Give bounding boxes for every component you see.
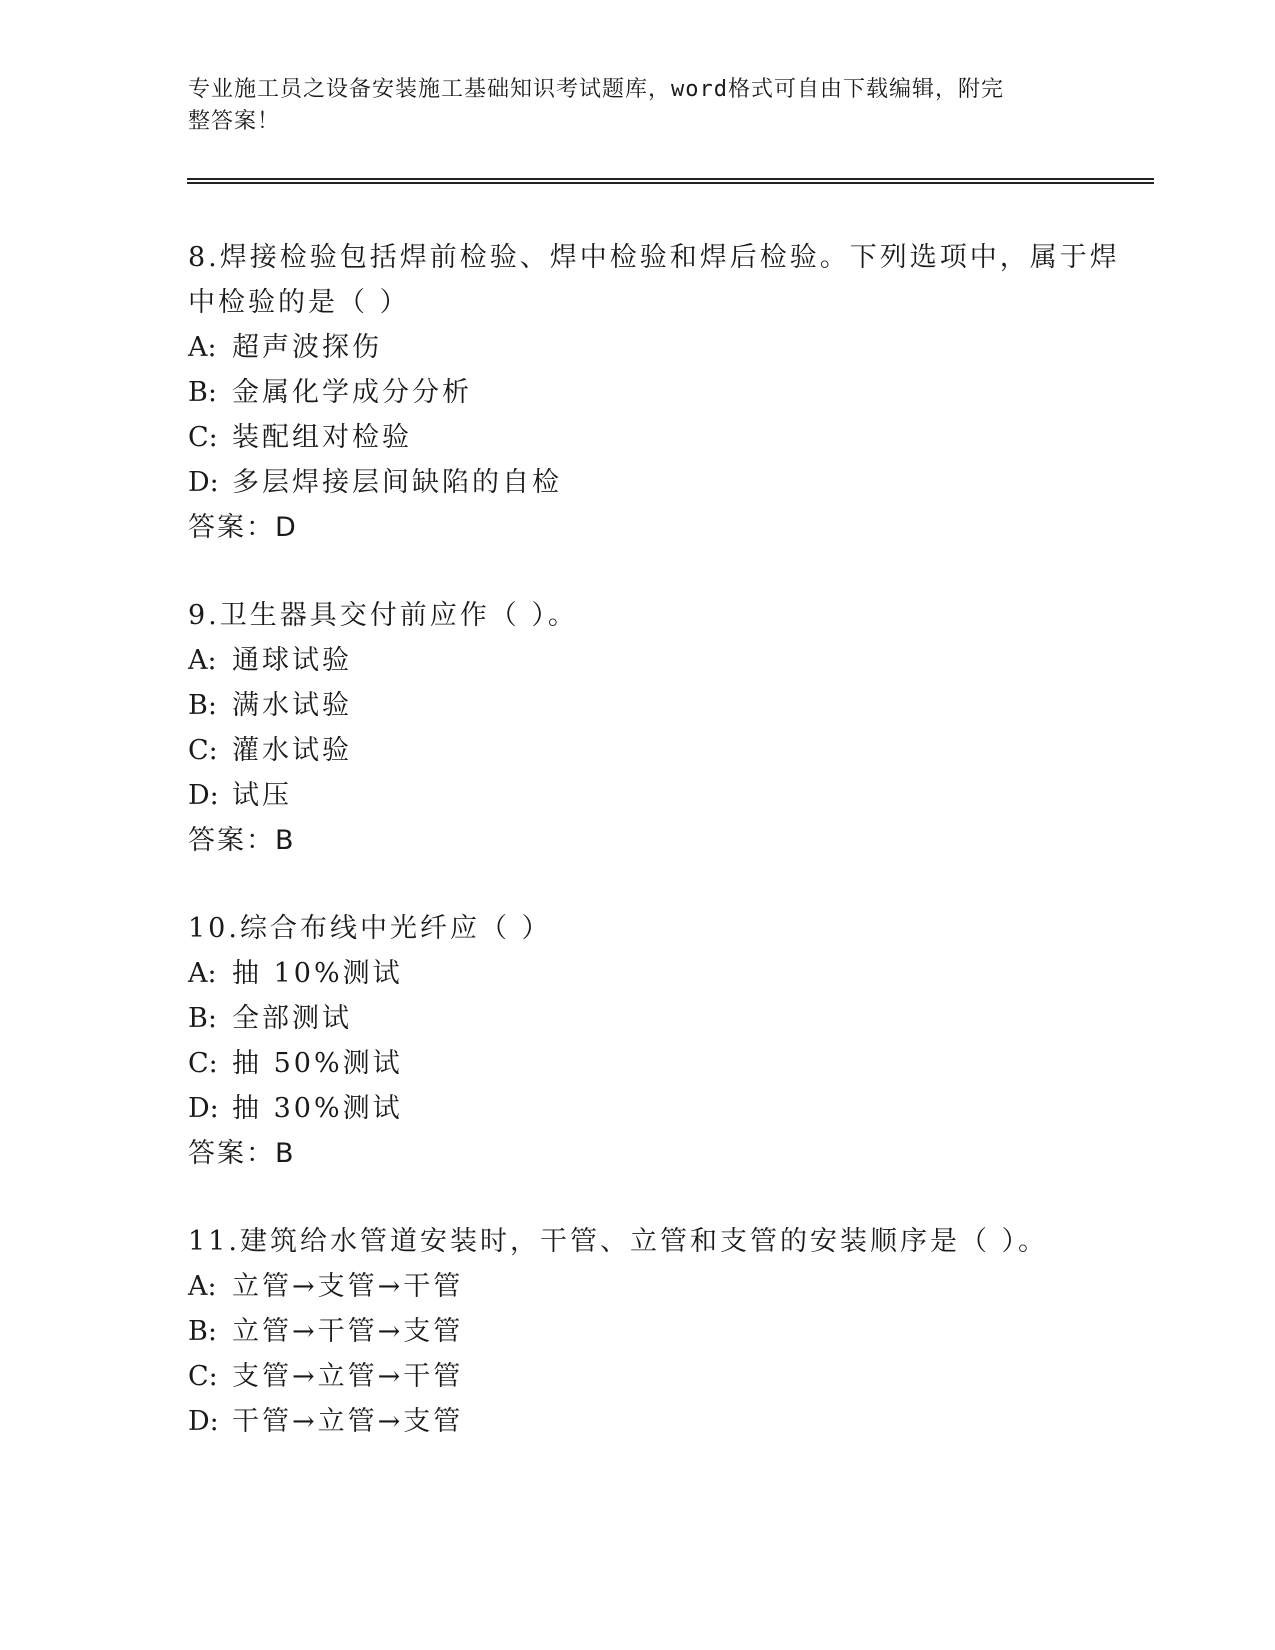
option-key: A:: [188, 645, 217, 676]
header-line-2: 整答案！: [188, 109, 281, 134]
answer-line: 答案：B: [188, 1138, 296, 1169]
option-key: B:: [188, 1316, 217, 1347]
question-list: [188, 235, 1138, 1444]
document-header: [188, 74, 1068, 138]
option-key: D:: [188, 467, 219, 498]
option-key: C:: [188, 1361, 218, 1392]
option-key: A:: [188, 958, 217, 989]
option-text: 通球试验: [232, 645, 352, 676]
option-key: D:: [188, 780, 219, 811]
question-11: [188, 1219, 1138, 1444]
option-key: B:: [188, 690, 217, 721]
option-text: 立管→干管→支管: [232, 1316, 464, 1347]
option-a: [188, 951, 1138, 996]
option-text: 金属化学成分分析: [232, 377, 472, 408]
answer-line: 答案：D: [188, 512, 298, 543]
header-line-1: 专业施工员之设备安装施工基础知识考试题库，word格式可自由下载编辑，附完: [188, 77, 1004, 102]
option-key: C:: [188, 422, 218, 453]
option-text: 干管→立管→支管: [232, 1406, 464, 1437]
option-a: [188, 325, 1138, 370]
question-gap: [188, 550, 1138, 593]
question-stem: 11.建筑给水管道安装时，干管、立管和支管的安装顺序是（ ）。: [188, 1226, 1049, 1257]
option-text: 多层焊接层间缺陷的自检: [232, 467, 562, 498]
option-text: 超声波探伤: [232, 332, 382, 363]
option-key: B:: [188, 377, 217, 408]
option-b: [188, 996, 1138, 1041]
question-stem: 10.综合布线中光纤应（ ）: [188, 913, 552, 944]
option-text: 全部测试: [232, 1003, 352, 1034]
question-9: [188, 593, 1138, 863]
option-text: 立管→支管→干管: [232, 1271, 464, 1302]
option-c: [188, 1041, 1138, 1086]
header-divider-bottom: [187, 182, 1154, 184]
option-key: A:: [188, 1271, 217, 1302]
option-key: D:: [188, 1406, 219, 1437]
option-key: D:: [188, 1093, 219, 1124]
option-d: [188, 1399, 1138, 1444]
option-text: 试压: [232, 780, 292, 811]
option-c: [188, 1354, 1138, 1399]
option-a: [188, 638, 1138, 683]
option-c: [188, 415, 1138, 460]
option-text: 灌水试验: [232, 735, 352, 766]
option-text: 抽 30%测试: [232, 1093, 403, 1124]
answer-line: 答案：B: [188, 825, 296, 856]
option-key: B:: [188, 1003, 217, 1034]
option-a: [188, 1264, 1138, 1309]
option-b: [188, 683, 1138, 728]
question-8: [188, 235, 1138, 550]
option-d: [188, 773, 1138, 818]
option-text: 抽 50%测试: [232, 1048, 403, 1079]
option-d: [188, 1086, 1138, 1131]
option-text: 装配组对检验: [232, 422, 412, 453]
question-stem: 9.卫生器具交付前应作（ ）。: [188, 600, 578, 631]
option-key: C:: [188, 735, 218, 766]
option-c: [188, 728, 1138, 773]
question-gap: [188, 863, 1138, 906]
option-b: [188, 370, 1138, 415]
option-text: 支管→立管→干管: [232, 1361, 464, 1392]
option-key: C:: [188, 1048, 218, 1079]
header-divider-top: [187, 178, 1154, 180]
question-gap: [188, 1176, 1138, 1219]
option-text: 满水试验: [232, 690, 352, 721]
option-b: [188, 1309, 1138, 1354]
option-key: A:: [188, 332, 217, 363]
option-text: 抽 10%测试: [232, 958, 403, 989]
question-stem: 8.焊接检验包括焊前检验、焊中检验和焊后检验。下列选项中，属于焊中检验的是（ ）: [188, 242, 1120, 318]
option-d: [188, 460, 1138, 505]
question-10: [188, 906, 1138, 1176]
